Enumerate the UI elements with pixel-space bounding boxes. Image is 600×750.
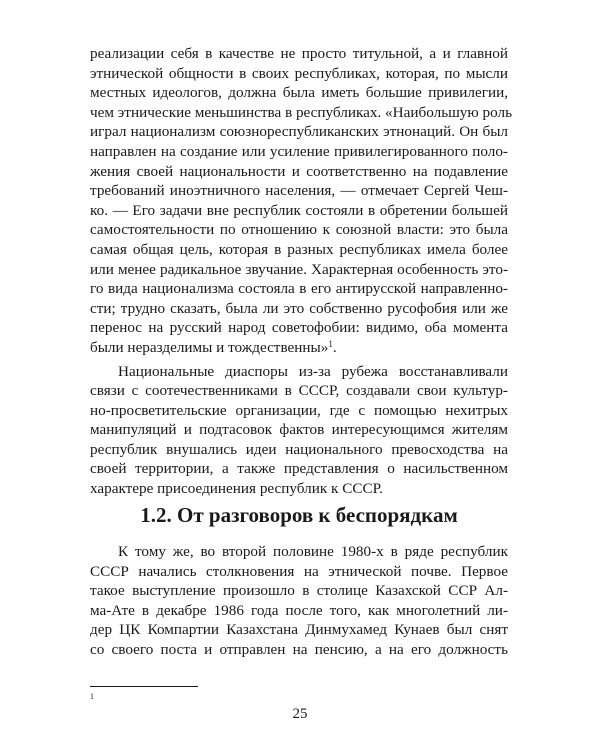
text-line-content: были неразделимы и тождественны»: [90, 338, 329, 356]
text-line: самостоятельности по отношению к союзной власти: это была: [90, 221, 508, 239]
footnote-divider: [90, 686, 198, 687]
text-line: направлен на создание или усиление привилегированного поло-: [90, 142, 508, 160]
text-line: ко. — Его задачи вне республик состояли в обретении большей: [90, 201, 508, 219]
text-line: местных идеологов, должна была иметь большие привилегии,: [90, 84, 508, 102]
paragraph: [90, 362, 508, 499]
text-line: реализации себя в качестве не просто титульной, а и главной: [90, 45, 508, 62]
text-line: ма-Ате в декабре 1986 года после того, как многолетний ли-: [90, 601, 508, 619]
text-line: или менее радикальное звучание. Характерная особенность это-: [90, 260, 508, 278]
text-line: чем этнические меньшинства в республиках. «Наибольшую роль: [90, 103, 513, 121]
text-line: перенос на русский народ советофобии: видимо, оба момента: [90, 319, 508, 337]
text-line: го вида национализма состояла в его антирусской направленно-: [90, 280, 508, 298]
text-line: К тому же, во второй половине 1980-х в ряде республик: [118, 543, 508, 560]
body-text-bottom: [90, 542, 508, 660]
text-line: самая общая цель, которая в разных республиках имела более: [90, 240, 508, 258]
paragraph: [90, 44, 513, 358]
text-line: своей территории, а также представления о насильственном: [90, 460, 508, 478]
text-line: играл национализм союзнореспубликанских этнонаций. Он был: [90, 123, 508, 141]
text-line: связи с соотечественниками в СССР, создавали свои культур-: [90, 382, 508, 400]
text-line: такое выступление произошло в столице Казахской ССР Ал-: [90, 582, 508, 600]
paragraph: [90, 542, 508, 660]
footnote-marker: 1: [90, 692, 94, 701]
footnote-reference[interactable]: 1: [328, 338, 333, 349]
text-line: характере присоединения республик к СССР.: [90, 480, 383, 498]
text-line: сти; трудно сказать, была ли это собственно русофобия или же: [90, 299, 508, 317]
page-number: 25: [292, 706, 308, 722]
text-line: этнической общности в своих республиках, которая, по мысли: [90, 64, 508, 82]
text-line: СССР начались столкновения на этнической почве. Первое: [90, 562, 508, 580]
text-line-with-footnote: были неразделимы и тождественны»$^1$.: [90, 338, 337, 356]
text-line: жения своей национальности и соответственно на подавление: [90, 162, 508, 180]
text-line: дер ЦК Компартии Казахстана Динмухамед Кунаев был снят: [90, 621, 508, 639]
text-line: но-просветительские организации, где с помощью нехитрых: [90, 401, 508, 419]
section-heading: 1.2. От разговоров к беспорядкам: [140, 503, 458, 527]
text-line: со своего поста и отправлен на пенсию, а на его должность: [90, 640, 508, 658]
text-line: республик внушались идеи национального превосходства на: [90, 440, 508, 458]
text-line: манипуляций и подтасовок фактов интересующимся жителям: [90, 421, 508, 439]
text-line: требований иноэтничного населения, — отмечает Сергей Чеш-: [90, 182, 508, 200]
body-text-top: [90, 44, 513, 499]
text-line: Национальные диаспоры из-за рубежа восстанавливали: [118, 362, 508, 380]
